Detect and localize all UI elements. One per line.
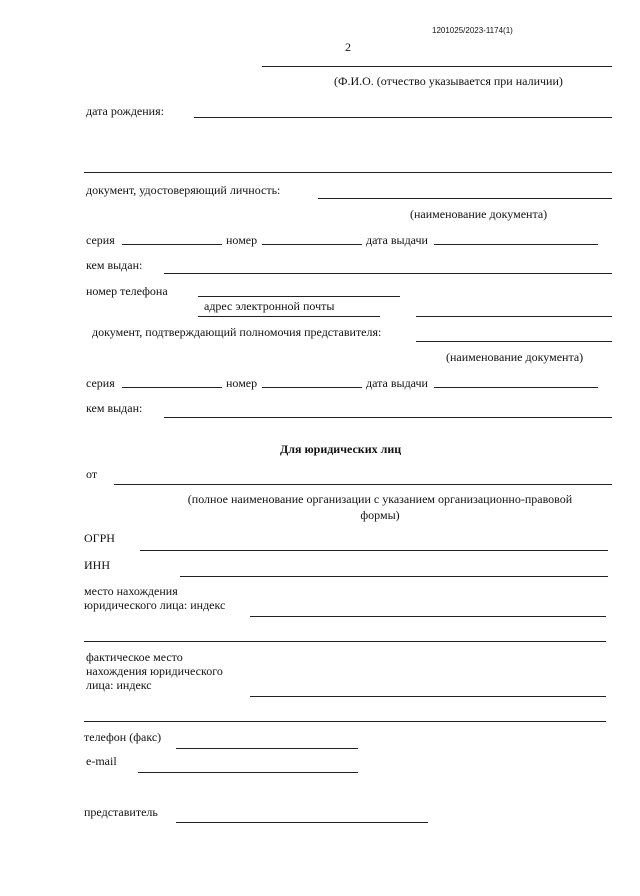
- email-label: адрес электронной почты: [204, 299, 335, 313]
- phone-label: номер телефона: [86, 284, 168, 298]
- id-document-line: [318, 198, 612, 199]
- issued-by-label: кем выдан:: [86, 258, 143, 272]
- fio-line: [262, 66, 612, 67]
- fio-caption: (Ф.И.О. (отчество указывается при наличии): [334, 74, 563, 88]
- org-caption-line2: формы): [360, 508, 400, 522]
- series-line: [122, 244, 222, 245]
- actual-label-line3: лица: индекс: [86, 678, 152, 692]
- birth-date-line: [194, 117, 612, 118]
- birth-date-label: дата рождения:: [86, 104, 164, 118]
- phone-line: [198, 296, 400, 297]
- authority-document-label: документ, подтверждающий полномочия представителя:: [92, 325, 382, 339]
- blank-line: [84, 172, 612, 173]
- number2-line: [262, 387, 362, 388]
- actual-address-line: [84, 721, 606, 722]
- legal-email-line: [138, 772, 358, 773]
- issued-by-line: [164, 273, 612, 274]
- page-number: 2: [345, 40, 351, 54]
- location-label-line2: юридического лица: индекс: [84, 598, 226, 612]
- representative-line: [176, 822, 428, 823]
- org-caption-line1: (полное наименование организации с указанием организационно-правовой: [187, 492, 573, 506]
- legal-email-label: e-mail: [86, 754, 117, 768]
- issue-date2-line: [434, 387, 598, 388]
- phone-fax-label: телефон (факс): [84, 730, 162, 744]
- doc-name-caption: (наименование документа): [410, 207, 548, 221]
- issue-date-label: дата выдачи: [366, 233, 428, 247]
- document-id: 1201025/2023-1174(1): [432, 26, 513, 35]
- inn-label: ИНН: [84, 558, 110, 572]
- authority-doc-caption: (наименование документа): [446, 350, 584, 364]
- from-line: [114, 484, 612, 485]
- actual-label-line1: фактическое место: [86, 650, 183, 664]
- issued-by2-label: кем выдан:: [86, 401, 143, 415]
- ogrn-label: ОГРН: [84, 531, 115, 545]
- number2-label: номер: [226, 376, 258, 390]
- number-label: номер: [226, 233, 258, 247]
- email-line-left: [198, 316, 380, 317]
- ogrn-line: [140, 550, 608, 551]
- issue-date-line: [434, 244, 598, 245]
- actual-label-line2: нахождения юридического: [86, 664, 223, 678]
- series-label: серия: [86, 233, 115, 247]
- issued-by2-line: [164, 417, 612, 418]
- number-line: [262, 244, 362, 245]
- location-address-line: [84, 641, 606, 642]
- series2-label: серия: [86, 376, 115, 390]
- phone-fax-line: [176, 748, 358, 749]
- location-label-line1: место нахождения: [84, 584, 178, 598]
- id-document-label: документ, удостоверяющий личность:: [86, 183, 281, 197]
- location-index-line: [250, 616, 606, 617]
- authority-document-line: [416, 341, 612, 342]
- email-line-right: [416, 316, 612, 317]
- inn-line: [180, 576, 608, 577]
- section-title-legal: Для юридических лиц: [280, 442, 402, 456]
- representative-label: представитель: [84, 805, 158, 819]
- actual-index-line: [250, 696, 606, 697]
- issue-date2-label: дата выдачи: [366, 376, 428, 390]
- from-label: от: [86, 467, 98, 481]
- series2-line: [122, 387, 222, 388]
